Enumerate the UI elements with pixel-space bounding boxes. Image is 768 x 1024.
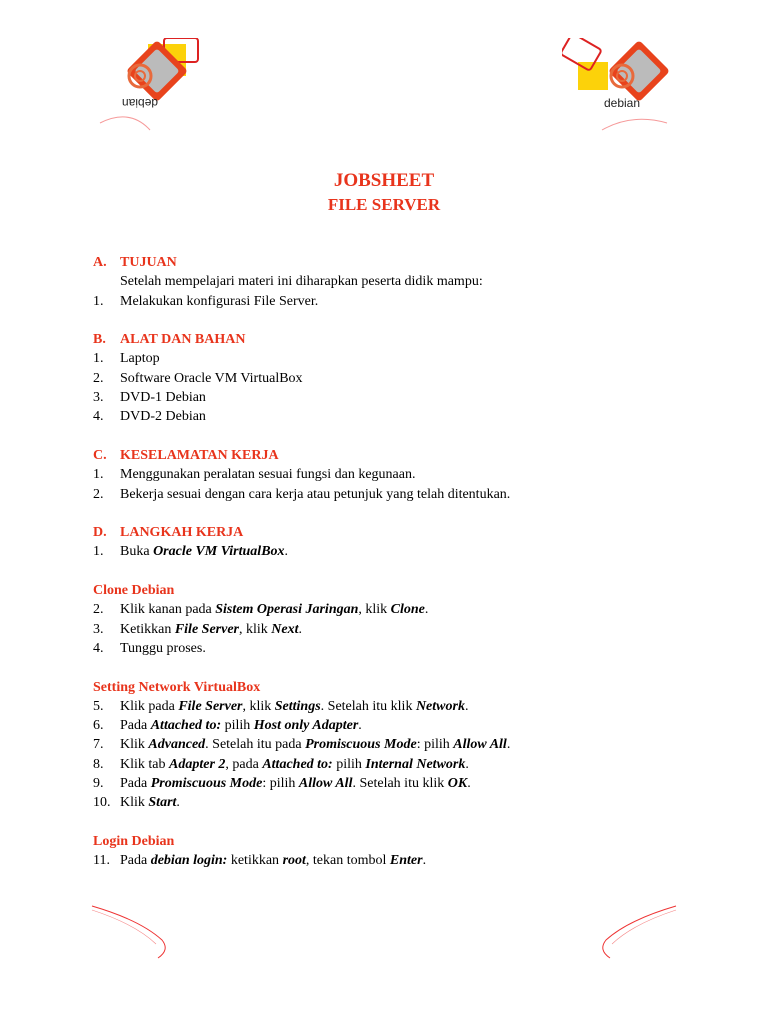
item-number: 2. — [93, 602, 104, 618]
item-number: 2. — [93, 370, 104, 386]
item-text: Buka Oracle VM VirtualBox. — [120, 544, 289, 560]
document-title: JOBSHEET — [333, 170, 435, 191]
section-c-heading — [93, 446, 693, 465]
item-text: Pada debian login: ketikkan root, tekan tombol Enter. — [120, 853, 427, 869]
item-text: Software Oracle VM VirtualBox — [120, 370, 303, 386]
section-letter: C. — [93, 447, 107, 463]
list-item — [93, 369, 693, 388]
logo-right-text: debian — [603, 96, 641, 110]
item-number: 9. — [93, 776, 104, 792]
item-number: 4. — [93, 640, 104, 656]
section-letter: A. — [93, 255, 107, 270]
item-number: 8. — [93, 756, 104, 772]
section-title: ALAT DAN BAHAN — [120, 332, 246, 348]
step-3 — [93, 620, 693, 639]
step-6 — [93, 716, 693, 735]
section-title: LANGKAH KERJA — [120, 525, 244, 541]
section-a-intro — [93, 272, 693, 291]
clone-heading: Clone Debian — [93, 583, 175, 599]
item-number: 11. — [93, 853, 110, 869]
step-10 — [93, 793, 693, 812]
list-item — [93, 485, 693, 504]
item-text: Laptop — [120, 351, 160, 367]
item-number: 6. — [93, 718, 104, 734]
item-text: Ketikkan File Server, klik Next. — [120, 621, 302, 637]
item-text: DVD-1 Debian — [120, 390, 206, 406]
item-text: Pada Promiscuous Mode: pilih Allow All. Setelah itu klik OK. — [120, 776, 471, 792]
document-subtitle: FILE SERVER — [327, 195, 441, 214]
section-d-heading — [93, 523, 693, 542]
corner-swoosh-right-decoration — [598, 900, 678, 960]
list-item — [93, 292, 693, 311]
debian-logo-left — [90, 38, 202, 138]
item-text: Klik kanan pada Sistem Operasi Jaringan, klik Clone. — [120, 602, 429, 618]
step-1 — [93, 542, 693, 561]
step-9 — [93, 774, 693, 793]
item-text: Tunggu proses. — [120, 640, 206, 656]
item-number: 7. — [93, 737, 104, 753]
section-b-heading — [93, 330, 693, 349]
item-text: Pada Attached to: pilih Host only Adapter. — [120, 718, 362, 734]
step-11 — [93, 851, 693, 870]
step-2 — [93, 600, 693, 619]
item-text: Menggunakan peralatan sesuai fungsi dan kegunaan. — [120, 467, 416, 483]
item-text: Klik Start. — [120, 795, 180, 811]
login-heading: Login Debian — [93, 833, 175, 849]
item-text: Bekerja sesuai dengan cara kerja atau petunjuk yang telah ditentukan. — [120, 486, 511, 502]
item-number: 1. — [93, 544, 104, 560]
list-item — [93, 388, 693, 407]
item-number: 3. — [93, 390, 104, 406]
item-number: 3. — [93, 621, 104, 637]
item-text: DVD-2 Debian — [120, 409, 206, 425]
step-4 — [93, 639, 693, 658]
list-item — [93, 349, 693, 368]
item-number: 5. — [93, 698, 104, 714]
logo-left-text: debian — [121, 96, 159, 110]
list-item — [93, 407, 693, 426]
item-text: Klik Advanced. Setelah itu pada Promiscuous Mode: pilih Allow All. — [120, 737, 511, 753]
debian-logo-right — [562, 38, 674, 138]
item-text: Klik pada File Server, klik Settings. Setelah itu klik Network. — [120, 698, 469, 714]
section-a-heading — [93, 253, 693, 272]
step-7 — [93, 735, 693, 754]
section-title: KESELAMATAN KERJA — [120, 447, 279, 463]
item-number: 10. — [93, 795, 111, 811]
item-text: Melakukan konfigurasi File Server. — [120, 293, 319, 309]
step-5 — [93, 697, 693, 716]
item-number: 2. — [93, 486, 104, 502]
item-number: 1. — [93, 467, 104, 483]
section-title: TUJUAN — [120, 255, 177, 270]
step-8 — [93, 755, 693, 774]
corner-swoosh-left-decoration — [90, 900, 170, 960]
item-number: 4. — [93, 409, 104, 425]
section-letter: D. — [93, 525, 107, 541]
document-body — [93, 253, 693, 871]
network-heading: Setting Network VirtualBox — [93, 679, 261, 695]
intro-text: Setelah mempelajari materi ini diharapkan peserta didik mampu: — [120, 274, 483, 290]
list-item — [93, 465, 693, 484]
item-number: 1. — [93, 293, 104, 309]
item-number: 1. — [93, 351, 104, 367]
item-text: Klik tab Adapter 2, pada Attached to: pilih Internal Network. — [120, 756, 469, 772]
section-letter: B. — [93, 332, 106, 348]
